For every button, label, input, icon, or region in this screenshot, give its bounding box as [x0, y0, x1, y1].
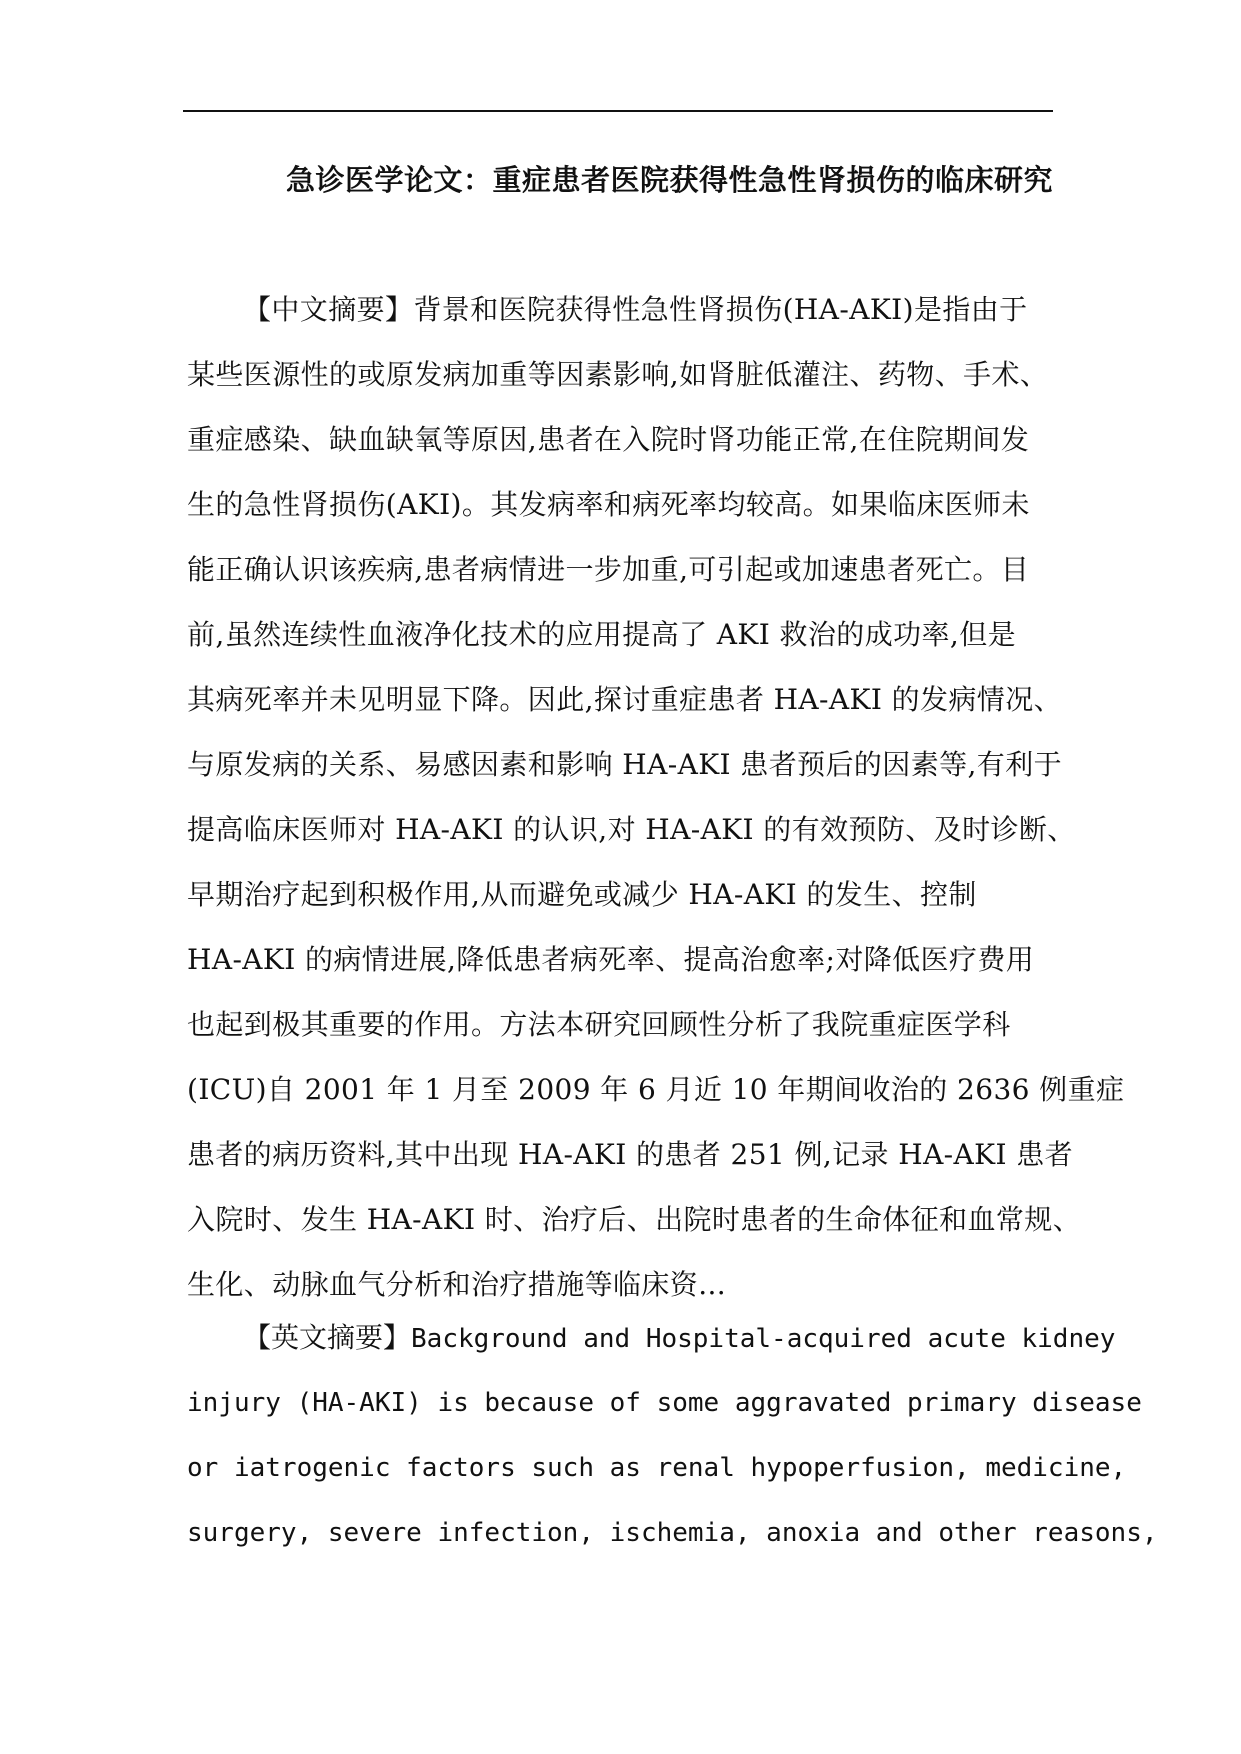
header-rule — [183, 110, 1053, 112]
abstract-line: 其病死率并未见明显下降。因此,探讨重症患者 HA-AKI 的发病情况、 — [187, 683, 1063, 716]
abstract-line: injury (HA-AKI) is because of some aggravated primary disease — [187, 1388, 1142, 1418]
chinese-abstract-label: 【中文摘要】 — [243, 293, 414, 326]
abstract-line: 前,虽然连续性血液净化技术的应用提高了 AKI 救治的成功率,但是 — [187, 618, 1017, 651]
abstract-line: HA-AKI 的病情进展,降低患者病死率、提高治愈率;对降低医疗费用 — [187, 943, 1035, 976]
abstract-line: 能正确认识该疾病,患者病情进一步加重,可引起或加速患者死亡。目 — [187, 553, 1030, 586]
abstract-line: 提高临床医师对 HA-AKI 的认识,对 HA-AKI 的有效预防、及时诊断、 — [187, 813, 1076, 846]
document-title: 急诊医学论文：重症患者医院获得性急性肾损伤的临床研究 — [285, 163, 1053, 197]
abstract-line: surgery, severe infection, ischemia, anoxia and other reasons, — [187, 1518, 1158, 1548]
abstract-line: 重症感染、缺血缺氧等原因,患者在入院时肾功能正常,在住院期间发 — [187, 423, 1030, 456]
abstract-line: 与原发病的关系、易感因素和影响 HA-AKI 患者预后的因素等,有利于 — [187, 748, 1063, 781]
abstract-line: 生的急性肾损伤(AKI)。其发病率和病死率均较高。如果临床医师未 — [187, 488, 1030, 521]
abstract-line: 某些医源性的或原发病加重等因素影响,如肾脏低灌注、药物、手术、 — [187, 358, 1049, 391]
abstract-line: 早期治疗起到积极作用,从而避免或减少 HA-AKI 的发生、控制 — [187, 878, 977, 911]
chinese-abstract — [187, 290, 1125, 1330]
abstract-line: 也起到极其重要的作用。方法本研究回顾性分析了我院重症医学科 — [187, 1008, 1011, 1041]
english-abstract — [187, 1318, 1158, 1578]
abstract-line-text: Background and Hospital-acquired acute kidney — [411, 1324, 1116, 1354]
abstract-line — [187, 290, 1053, 355]
english-abstract-label: 【英文摘要】 — [243, 1321, 412, 1354]
abstract-line: or iatrogenic factors such as renal hypoperfusion, medicine, — [187, 1453, 1127, 1483]
abstract-line: (ICU)自 2001 年 1 月至 2009 年 6 月近 10 年期间收治的 2636 例重症 — [187, 1073, 1125, 1106]
abstract-line: 生化、动脉血气分析和治疗措施等临床资... — [187, 1268, 727, 1301]
abstract-line: 入院时、发生 HA-AKI 时、治疗后、出院时患者的生命体征和血常规、 — [187, 1203, 1082, 1236]
abstract-line: 患者的病历资料,其中出现 HA-AKI 的患者 251 例,记录 HA-AKI 患者 — [187, 1138, 1074, 1171]
abstract-line-text: 背景和医院获得性急性肾损伤(HA-AKI)是指由于 — [413, 293, 1028, 326]
abstract-line — [187, 1318, 1116, 1383]
